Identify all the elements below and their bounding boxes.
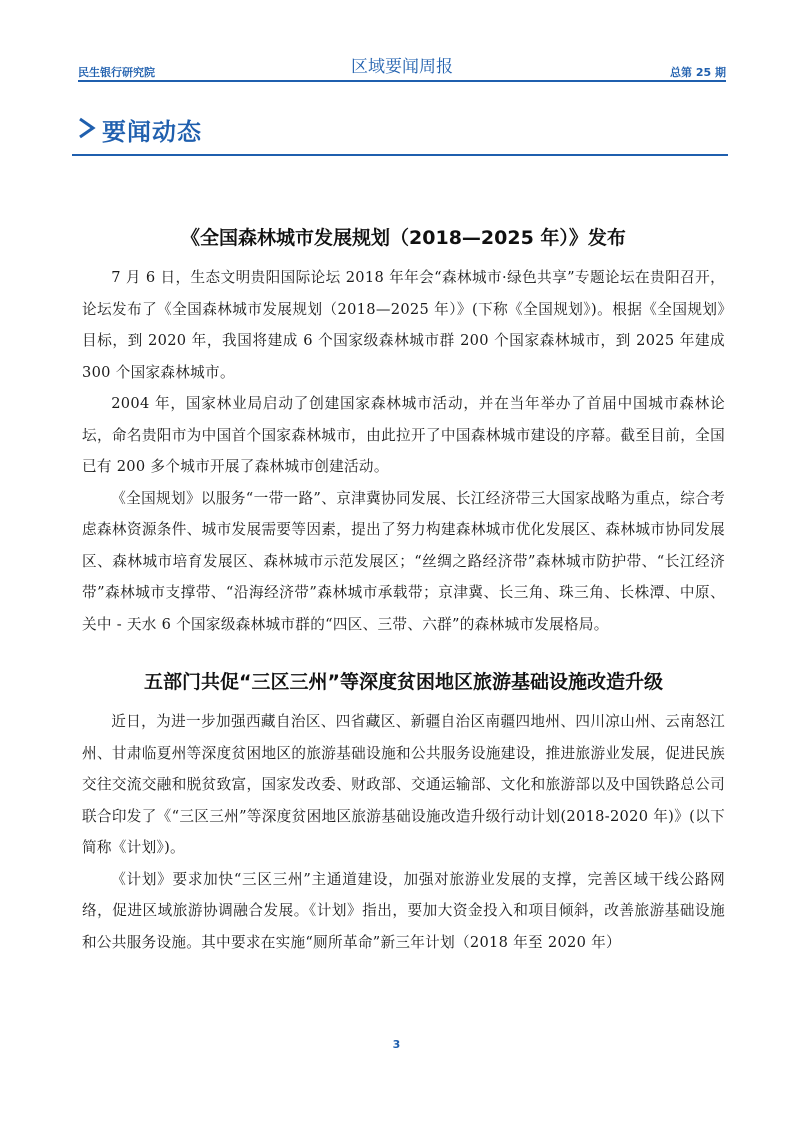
paragraph: 近日，为进一步加强西藏自治区、四省藏区、新疆自治区南疆四地州、四川凉山州、云南怒江州、甘肃临夏州等深度贫困地区的旅游基础设施和公共服务设施建设，推进旅游业发展，促进民族交往交流交融和脱贫致富，国家发改委、财政部、交通运输部、文化和旅游部以及中国铁路总公司联合印发了《“三区三州”等深度贫困地区旅游基础设施改造升级行动计划(2018-2020 年)》(以下简称《计划》)。 — [82, 713, 725, 856]
header-divider — [78, 80, 726, 82]
chevron-right-icon — [78, 116, 96, 140]
issue-number: 总第 25 期 — [670, 66, 726, 79]
paragraph: 7 月 6 日，生态文明贵阳国际论坛 2018 年年会“森林城市·绿色共享”专题论坛在贵阳召开，论坛发布了《全国森林城市发展规划（2018—2025 年）》(下称《全国规划》)。根据《全国规划》目标，到 2020 年，我国将建成 6 个国家级森林城市群 200 个国家森林城市，到 2025 年建成 300 个国家森林城市。 — [82, 269, 725, 381]
institution-name: 民生银行研究院 — [78, 66, 155, 79]
page-number: 3 — [392, 1038, 401, 1051]
section-divider — [72, 154, 728, 156]
section-heading — [78, 112, 726, 156]
article-list — [82, 220, 725, 958]
section-title: 要闻动态 — [102, 118, 202, 146]
paragraph: 《计划》要求加快“三区三州”主通道建设，加强对旅游业发展的支撑，完善区域干线公路网络，促进区域旅游协调融合发展。《计划》指出，要加大资金投入和项目倾斜，改善旅游基础设施和公共服务设施。其中要求在实施“厕所革命”新三年计划（2018 年至 2020 年） — [82, 870, 725, 951]
publication-title: 区域要闻周报 — [351, 57, 453, 77]
article — [82, 220, 725, 640]
article-title: 《全国森林城市发展规划（2018—2025 年）》发布 — [181, 227, 626, 249]
paragraph: 2004 年，国家林业局启动了创建国家森林城市活动，并在当年举办了首届中国城市森林论坛，命名贵阳市为中国首个国家森林城市，由此拉开了中国森林城市建设的序幕。截至目前，全国已有 200 多个城市开展了森林城市创建活动。 — [82, 395, 725, 475]
article-title: 五部门共促“三区三州”等深度贫困地区旅游基础设施改造升级 — [144, 671, 663, 693]
paragraph: 《全国规划》以服务“一带一路”、京津冀协同发展、长江经济带三大国家战略为重点，综合考虑森林资源条件、城市发展需要等因素，提出了努力构建森林城市优化发展区、森林城市协同发展区、森林城市培育发展区、森林城市示范发展区；“丝绸之路经济带”森林城市防护带、“长江经济带”森林城市支撑带、“沿海经济带”森林城市承载带；京津冀、长三角、珠三角、长株潭、中原、关中 - 天水 6 个国家级森林城市群的“四区、三带、六群”的森林城市发展格局。 — [82, 489, 725, 633]
article — [82, 664, 725, 958]
